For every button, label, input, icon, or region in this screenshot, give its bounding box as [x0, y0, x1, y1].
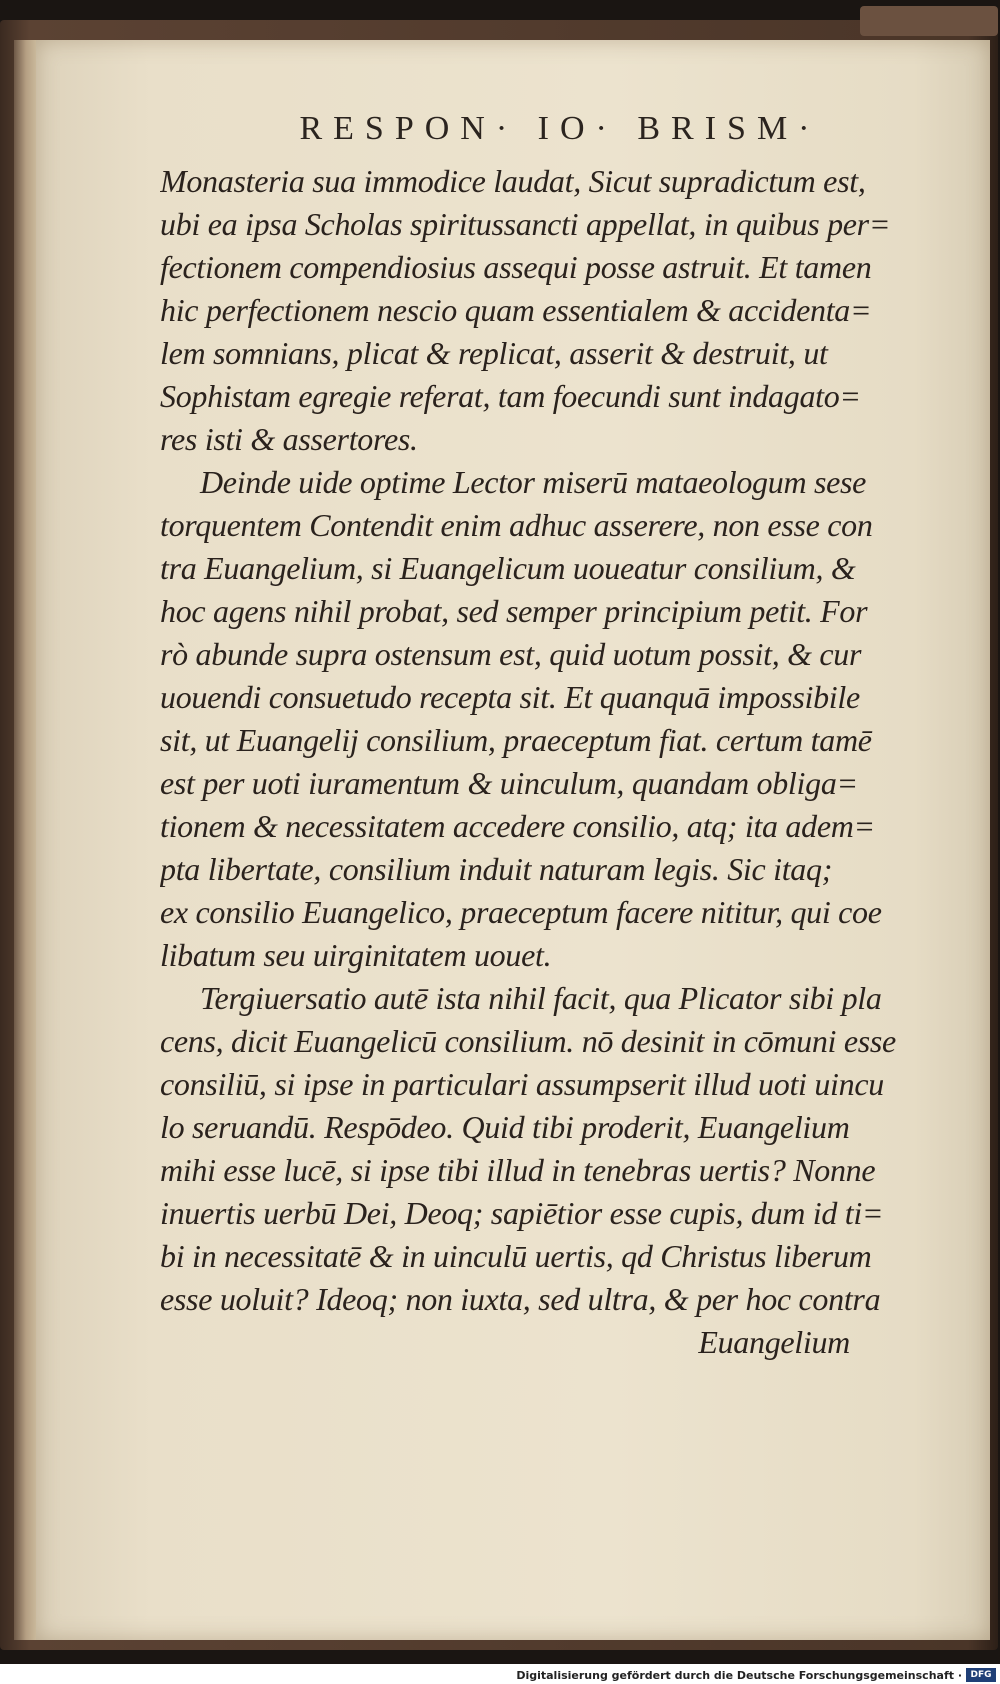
text-line: uouendi consuetudo recepta sit. Et quanquā impossibile	[160, 679, 860, 715]
text-line: tionem & necessitatem accedere consilio, atq; ita adem=	[160, 808, 875, 844]
text-line: bi in necessitatē & in uinculū uertis, qd Christus liberum	[160, 1238, 872, 1274]
text-line: rò abunde supra ostensum est, quid uotum possit, & cur	[160, 636, 862, 672]
text-line: consiliū, si ipse in particulari assumpserit illud uoti uincu	[160, 1066, 884, 1102]
text-line: esse uoluit? Ideoq; non iuxta, sed ultra, & per hoc contra	[160, 1281, 881, 1317]
text-line: ubi ea ipsa Scholas spiritussancti appellat, in quibus per=	[160, 206, 891, 242]
text-line: hic perfectionem nescio quam essentialem & accidenta=	[160, 292, 872, 328]
text-line: Sophistam egregie referat, tam foecundi sunt indagato=	[160, 378, 861, 414]
text-line: inuertis uerbū Dei, Deoq; sapiētior esse cupis, dum id ti=	[160, 1195, 884, 1231]
text-line: hoc agens nihil probat, sed semper principium petit. For	[160, 593, 868, 629]
text-line: res isti & assertores.	[160, 421, 418, 457]
text-line: lem somnians, plicat & replicat, asserit & destruit, ut	[160, 335, 828, 371]
page-edge	[860, 6, 998, 36]
text-line: libatum seu uirginitatem uouet.	[160, 937, 552, 973]
text-line: est per uoti iuramentum & uinculum, quandam obliga=	[160, 765, 858, 801]
text-block	[160, 110, 920, 1364]
page-gutter	[14, 40, 38, 1640]
text-line: sit, ut Euangelij consilium, praeceptum fiat. certum tamē	[160, 722, 872, 758]
text-line: pta libertate, consilium induit naturam legis. Sic itaq;	[160, 851, 833, 887]
footer-bar	[0, 1664, 1000, 1684]
text-line: Monasteria sua immodice laudat, Sicut supradictum est,	[160, 163, 866, 199]
text-line: cens, dicit Euangelicū consilium. nō desinit in cōmuni esse	[160, 1023, 896, 1059]
text-line: lo seruandū. Respōdeo. Quid tibi proderit, Euangelium	[160, 1109, 850, 1145]
paragraph-start-line: Tergiuersatio autē ista nihil facit, qua Plicator sibi pla	[200, 980, 882, 1016]
text-line: mihi esse lucē, si ipse tibi illud in tenebras uertis? Nonne	[160, 1152, 876, 1188]
paragraph-start-line: Deinde uide optime Lector miserū mataeologum sese	[200, 464, 867, 500]
text-line: tra Euangelium, si Euangelicum uoueatur consilium, &	[160, 550, 856, 586]
funding-credit: Digitalisierung gefördert durch die Deutsche Forschungsgemeinschaft ·	[516, 1669, 962, 1682]
dfg-logo: DFG	[966, 1668, 996, 1682]
text-line: torquentem Contendit enim adhuc asserere, non esse con	[160, 507, 873, 543]
catchword: Euangelium	[698, 1324, 850, 1360]
running-head: RESPON· IO· BRISM·	[299, 110, 821, 147]
text-line: fectionem compendiosius assequi posse astruit. Et tamen	[160, 249, 872, 285]
text-line: ex consilio Euangelico, praeceptum facere nititur, qui coe	[160, 894, 882, 930]
